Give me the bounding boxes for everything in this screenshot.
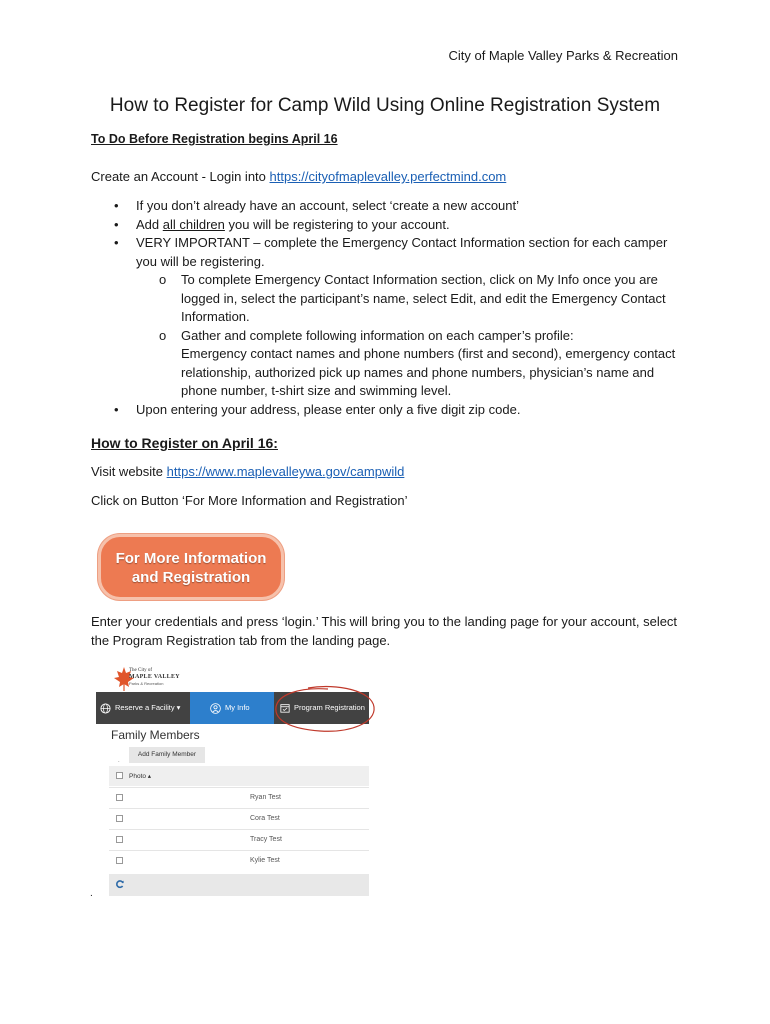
bullet-text: you will be registering to your account. bbox=[224, 216, 450, 232]
table-footer bbox=[109, 874, 369, 896]
create-account-line bbox=[91, 168, 506, 187]
table-row bbox=[109, 829, 369, 850]
member-name[interactable]: Cora Test bbox=[250, 815, 280, 822]
bullet-text: Add bbox=[136, 216, 163, 232]
nav-label: Program Registration bbox=[294, 703, 365, 712]
sub-item-text: To complete Emergency Contact Information section, click on My Info once you are logged in, select the participant’s name, select Edit, and edit the Emergency Contact Information. bbox=[181, 272, 666, 324]
row-checkbox[interactable] bbox=[116, 815, 123, 822]
button-label-line2: and Registration bbox=[131, 569, 251, 586]
sub-item-text: Gather and complete following information on each camper’s profile: bbox=[181, 327, 574, 343]
logo-text: The City of bbox=[129, 668, 153, 673]
members-table-header bbox=[109, 766, 369, 786]
section-heading-before-registration: To Do Before Registration begins April 16 bbox=[91, 132, 338, 146]
refresh-icon[interactable] bbox=[115, 879, 125, 889]
small-dot: . bbox=[118, 758, 120, 764]
row-checkbox[interactable] bbox=[116, 836, 123, 843]
button-label-line1: For More Information bbox=[115, 550, 267, 567]
sub-list-item bbox=[136, 271, 681, 327]
page-title: How to Register for Camp Wild Using Online Registration System bbox=[109, 95, 661, 116]
visit-website-line bbox=[91, 463, 404, 482]
nav-my-info[interactable] bbox=[190, 692, 274, 724]
hand-drawn-circle-annotation bbox=[268, 683, 378, 735]
add-family-member-button[interactable]: Add Family Member bbox=[129, 747, 205, 763]
member-name[interactable]: Tracy Test bbox=[250, 836, 282, 843]
logo-text: MAPLE VALLEY bbox=[129, 674, 180, 680]
globe-icon bbox=[100, 703, 111, 714]
table-row bbox=[109, 850, 369, 871]
portal-screenshot bbox=[96, 660, 369, 898]
bullet-text: VERY IMPORTANT – complete the Emergency Contact Information section for each camper you will be registering. bbox=[136, 235, 668, 269]
member-name[interactable]: Ryan Test bbox=[250, 794, 281, 801]
credentials-instruction: Enter your credentials and press ‘login.’ This will bring you to the landing page for your account, select the Program Registration tab from the landing page. bbox=[91, 614, 678, 648]
family-members-title: Family Members bbox=[111, 728, 200, 742]
section-heading-register-april-16: How to Register on April 16: bbox=[91, 435, 278, 451]
sub-list-item bbox=[136, 327, 681, 401]
underlined-text: all children bbox=[162, 216, 225, 232]
bullet-text: If you don’t already have an account, select ‘create a new account’ bbox=[136, 198, 520, 213]
header-organization: City of Maple Valley Parks & Recreation bbox=[448, 48, 678, 63]
sub-list bbox=[136, 271, 681, 401]
more-info-registration-button[interactable] bbox=[98, 534, 284, 600]
list-item bbox=[91, 216, 681, 235]
instructions-list bbox=[91, 197, 681, 419]
nav-reserve-facility[interactable] bbox=[96, 692, 190, 724]
photo-column-header[interactable]: Photo ▴ bbox=[129, 773, 152, 780]
campwild-link[interactable]: https://www.maplevalleywa.gov/campwild bbox=[166, 464, 405, 479]
nav-label: Reserve a Facility ▾ bbox=[115, 703, 181, 712]
create-account-text: Create an Account - Login into bbox=[91, 169, 270, 184]
sub-item-text: Emergency contact names and phone numbers (first and second), emergency contact relationship, authorized pick up names and phone numbers, physician’s name and phone number, t-shirt size and swimming level. bbox=[181, 346, 676, 398]
select-all-checkbox[interactable] bbox=[116, 772, 123, 779]
user-icon bbox=[210, 703, 221, 714]
list-item bbox=[91, 234, 681, 401]
bullet-text: Upon entering your address, please enter only a five digit zip code. bbox=[136, 401, 521, 417]
list-item bbox=[91, 401, 681, 420]
perfectmind-link[interactable]: https://cityofmaplevalley.perfectmind.com bbox=[269, 169, 507, 184]
click-button-instruction: Click on Button ‘For More Information and Registration’ bbox=[91, 493, 408, 508]
nav-label: My Info bbox=[225, 703, 250, 712]
row-checkbox[interactable] bbox=[116, 794, 123, 801]
table-row bbox=[109, 787, 369, 808]
logo-text: Parks & Recreation bbox=[129, 681, 164, 686]
table-row bbox=[109, 808, 369, 829]
list-item bbox=[91, 197, 681, 216]
end-mark: . bbox=[90, 888, 93, 899]
row-checkbox[interactable] bbox=[116, 857, 123, 864]
visit-text: Visit website bbox=[91, 464, 167, 479]
member-name[interactable]: Kylie Test bbox=[250, 857, 280, 864]
